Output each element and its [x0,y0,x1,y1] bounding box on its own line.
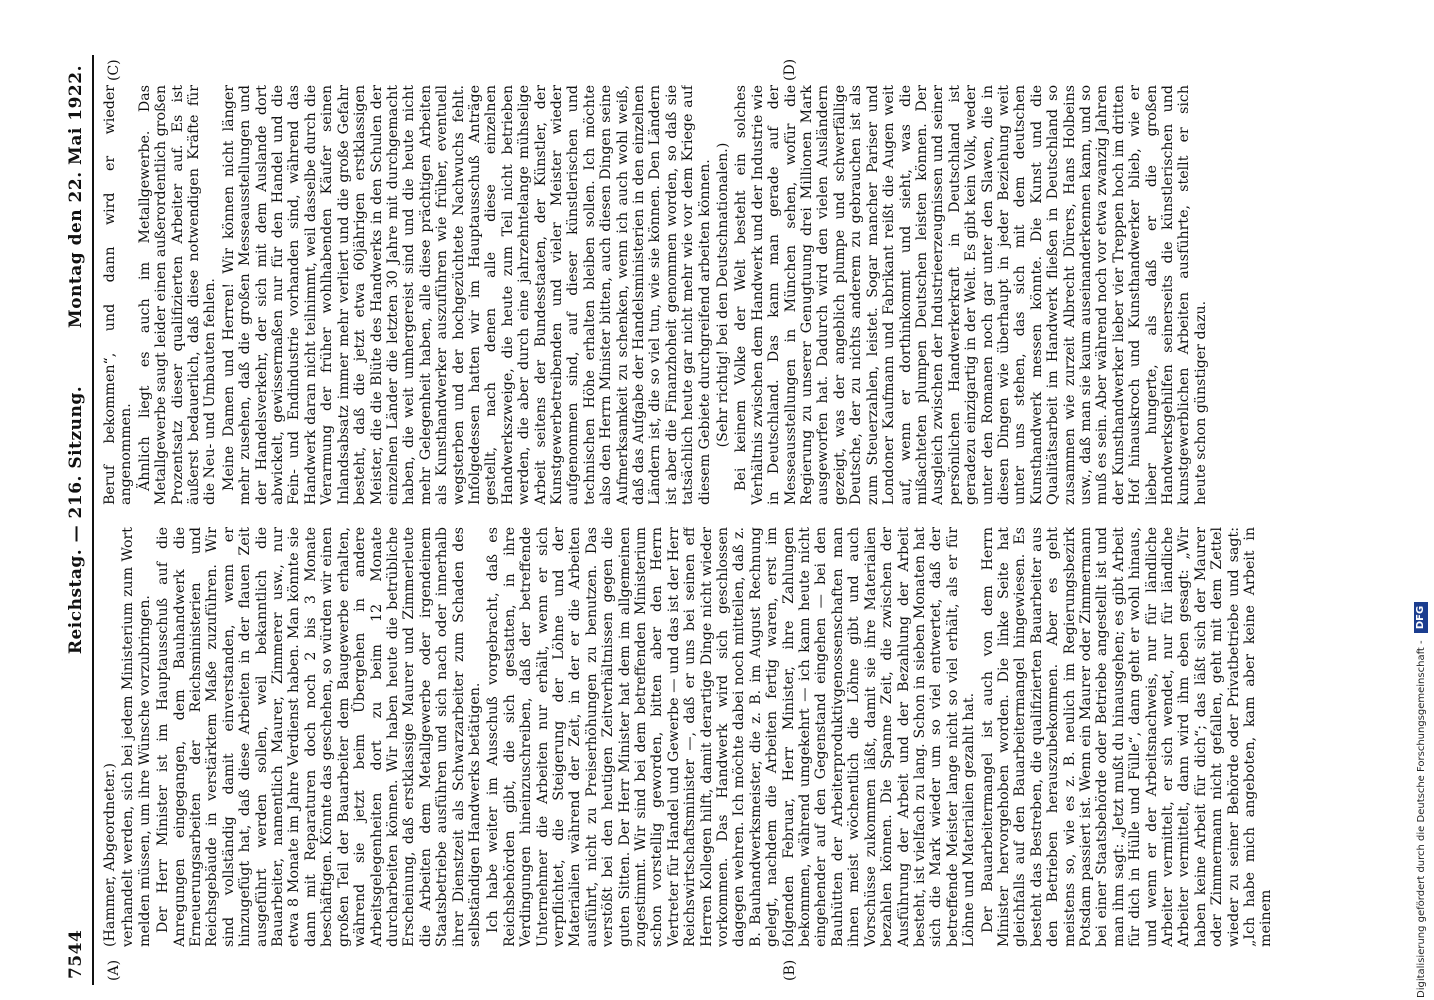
session-date: Montag den 22. Mai 1922. [66,65,86,329]
credit-text: Digitalisierung gefördert durch die Deutsche Forschungsgemeinschaft - [1416,640,1427,998]
paragraph: Ähnlich liegt es auch im Metallgewerbe. Das Metallgewerbe saugt leider einen außerordentlich großen Prozentsatz dieser qualifizierten Arbeiter auf. Es ist äußerst bedauerlich, daß diese notwendigen Kräfte für die Neu- und Umbauten fehlen. [136,85,219,505]
margin-marker-d: (D) [782,58,798,81]
speaker-label: (Hammer, Abgeordneter.) [102,762,118,947]
margin-marker-c: (C) [106,59,122,81]
paragraph: Der Bauarbeitermangel ist auch von dem Herrn Minister hervorgehoben worden. Die linke Seite hat gleichfalls auf den Bauarbeitermangel hingewiesen. Es besteht das Bestreben, die qualifizierten Bauarbeiter aus den Betrieben herauszubekommen. Aber es geht meistens so, wie es z. B. neulich im Regierungsbezirk Potsdam passiert ist. Wenn ein Maurer oder Zimmermann bei einer Staatsbehörde oder Betriebe angestellt ist und man ihm sagt: „Jetzt mußt du hinausgehen; es gibt Arbeit für dich in Hülle und Fülle“, dann geht er wohl hinaus, und wenn er der Arbeitsnachweis, nur für ländliche Arbeiter vermittelt, er sich wendet, nur für ländliche Arbeiter vermittelt, dann wird ihm eben gesagt: „Wir haben keine Arbeit für dich“; das läßt sich der Maurer oder Zimmermann nicht gefallen, geht mit dem Zettel wieder zu seiner Behörde oder Privatbetriebe und sagt: „Ich habe mich angeboten, kam aber keine Arbeit in meinem [979,527,1275,947]
margin-marker-b: (B) [782,959,798,981]
scanned-page [62,55,1422,985]
page-number: 7544 [66,929,86,979]
right-text-column [102,85,1402,505]
dfg-logo: DFG [1414,602,1428,633]
left-text-column [102,527,1402,947]
paragraph: Beruf bekommen“, und dann wird er wieder angenommen. [102,85,135,505]
paragraph: Ich habe weiter im Ausschuß vorgebracht, daß es Reichsbehörden gibt, die sich gestatten, in ihre Verdingungen hineinzuschreiben, daß der betreffende Unternehmer die Arbeiten nur erhält, wenn er sich verpflichtet, die Steigerung der Löhne und der Materialien während der Zeit, in der er die Arbeiten ausführt, nicht zu Preiserhöhungen zu benutzen. Das verstößt bei den heutigen Zeitverhältnissen gegen die guten Sitten. Der Herr Minister hat dem im allgemeinen zugestimmt. Wir sind bei dem betreffenden Ministerium schon vorstellig geworden, bitten aber den Herrn Vertreter für Handel und Gewerbe — und das ist der Herr Reichswirtschaftsminister —, daß er uns bei seinen eff Herren Kollegen hilft, damit derartige Dinge nicht wieder vorkommen. Das Handwerk wird sich geschlossen dagegen wehren. Ich möchte dabei noch mitteilen, daß z. B. Bauhandwerksmeister, die z. B. im August Rechnung gelegt, nachdem die Arbeiten fertig waren, erst im folgenden Februar, Herr Minister, ihre Zahlungen bekommen, während umgekehrt — ich kann heute nicht eingehender auf den Gegenstand eingehen — bei den Bauhütten der Arbeiterproduktivgenossenschaften man ihnen meist wöchentlich die Löhne gibt und auch Vorschüsse zukommen läßt, damit sie ihre Materialien bezahlen können. Die Spanne Zeit, die zwischen der Ausführung der Arbeit und der Bezahlung der Arbeit besteht, ist vielfach zu lang. Schon in sieben Monaten hat sich die Mark wieder um so viel entwertet, daß der betreffende Meister lange nicht so viel erhält, als er für Löhne und Materialien gezahlt hat. [485,527,978,947]
interjection: (Sehr richtig! bei den Deutschnationalen.) [715,142,732,448]
session-title: Reichstag. — 216. Sitzung. [66,385,86,655]
paragraph: Bei keinem Volke der Welt besteht ein solches Verhältnis zwischen dem Handwerk und der Industrie wie in Deutschland. Das kann man gerade auf der Messeausstellungen in München sehen, wofür die Regierung zu unserer Genugtuung drei Millionen Mark ausgeworfen hat. Dadurch wird den vielen Ausländern gezeigt, was der angeblich plumpe und schwerfällige Deutsche, der zu nichts anderem zu gebrauchen ist als zum Steuerzahlen, leistet. Sogar mancher Pariser und Londoner Kaufmann und Fabrikant reißt die Augen weit auf, wenn er dorthinkommt und sieht, was die mißachteten plumpen Deutschen leisten können. Der Ausgleich zwischen der Industrieerzeugnissen und seiner persönlichen Handwerkerkraft in Deutschland ist geradezu einzigartig in der Welt. Es gibt kein Volk, weder unter den Romanen noch gar unter den Slawen, die in diesen Dingen wie überhaupt in jeder Beziehung weit unter uns stehen, das sich mit dem deutschen Kunsthandwerk messen könnte. Die Kunst und die Qualitätsarbeit im Handwerk fließen in Deutschland so zusammen wie zurzeit Albrecht Dürers, Hans Holbeins usw., daß man sie kaum auseinanderkennen kann, und so muß es sein. Aber während noch vor etwa zwanzig Jahren der Kunsthandwerker lieber vier Treppen hoch im dritten Hof hinauskroch und Kunsthandwerker blieb, wie er lieber hungerte, als daß er die großen Handwerksgehilfen seinerseits die künstlerischen und kunstgewerblichen Arbeiten ausführte, stellt er sich heute schon günstiger dazu. [733,85,1209,505]
page-header [62,55,94,985]
paragraph: Der Herr Minister ist im Hauptausschuß auf die Anregungen eingegangen, dem Bauhandwerk die Erneuerungsarbeiten der Reichsministerien und Reichsgebäude in verstärktem Maße zuzuführen. Wir sind vollständig damit einverstanden, wenn er hinzugefügt hat, daß diese Arbeiten in der flauen Zeit ausgeführt werden sollen, weil bekanntlich die Bauarbeiter, namentlich Maurer, Zimmerer usw., nur etwa 8 Monate im Jahre Verdienst haben. Man könnte sie dann mit Reparaturen doch noch 2 bis 3 Monate beschäftigen. Könnte das geschehen, so würden wir einen großen Teil der Bauarbeiter dem Baugewerbe erhalten, während sie jetzt beim Übergehen in andere Arbeitsgelegenheiten dort zu beim 12 Monate durcharbeiten können. Wir haben heute die betrübliche Erscheinung, daß erstklassige Maurer und Zimmerleute die Arbeiten dem Metallgewerbe oder irgendeinem Staatsbetriebe ausführen und sich nach oder innerhalb ihrer Dienstzeit als Schwarzarbeiter zum Schaden des selbständigen Handwerks betätigen. [155,527,483,947]
credit-text-wrapper [1412,8,1432,998]
paragraph: verhandelt werden, sich bei jedem Ministerium zum Wort melden müssen, um ihre Wünsche vorzubringen. [120,527,153,947]
paragraph: Meine Damen und Herren! Wir können nicht länger mehr zusehen, daß die großen Messeausstellungen und der Handelsverkehr, der sich mit dem Auslande dort abwickelt, gewissermaßen nur für den Handel und die Fein- und Endindustrie vorhanden sind, während das Handwerk daran nicht teilnimmt, weil dasselbe durch die Verarmung der früher wohlhabenden Käufer seinen Inlandsabsatz immer mehr verliert und die große Gefahr besteht, daß die jetzt etwa 60jährigen erstklassigen Meister, die die Blüte des Handwerks in den Schulen der einzelnen Länder die letzten 30 Jahre mit durchgemacht haben, die weit umhergereist sind und die heute nicht mehr Gelegenheit haben, alle diese prächtigen Arbeiten als Kunsthandwerker auszuführen wie früher, eventuell wegsterben und der hochgezüchtete Nachwuchs fehlt. Infolgedessen hatten wir im Hauptausschuß Anträge gestellt, nach denen alle diese einzelnen Handwerkszweige, die heute zum Teil nicht betrieben werden, die aber durch eine jahrzehntelange mühselige Arbeit seitens der Bundesstaaten, der Künstler, der Kunstgewerbetreibenden und vieler Meister wieder aufgenommen sind, auf dieser künstlerischen und technischen Höhe erhalten bleiben sollen. Ich möchte also den Herrn Minister bitten, auch diesen Dingen seine Aufmerksamkeit zu schenken, wenn ich auch wohl weiß, daß das Aufgabe der Handelsministerien in den einzelnen Ländern ist, die so viel tun, wie sie können. Den Ländern ist aber die Finanzhoheit genommen worden, so daß sie tatsächlich heute gar nicht mehr wie vor dem Kriege auf diesem Gebiete durchgreifend arbeiten können. [220,85,713,505]
digitization-credit-bar [1412,8,1432,998]
margin-marker-a: (A) [106,959,122,981]
